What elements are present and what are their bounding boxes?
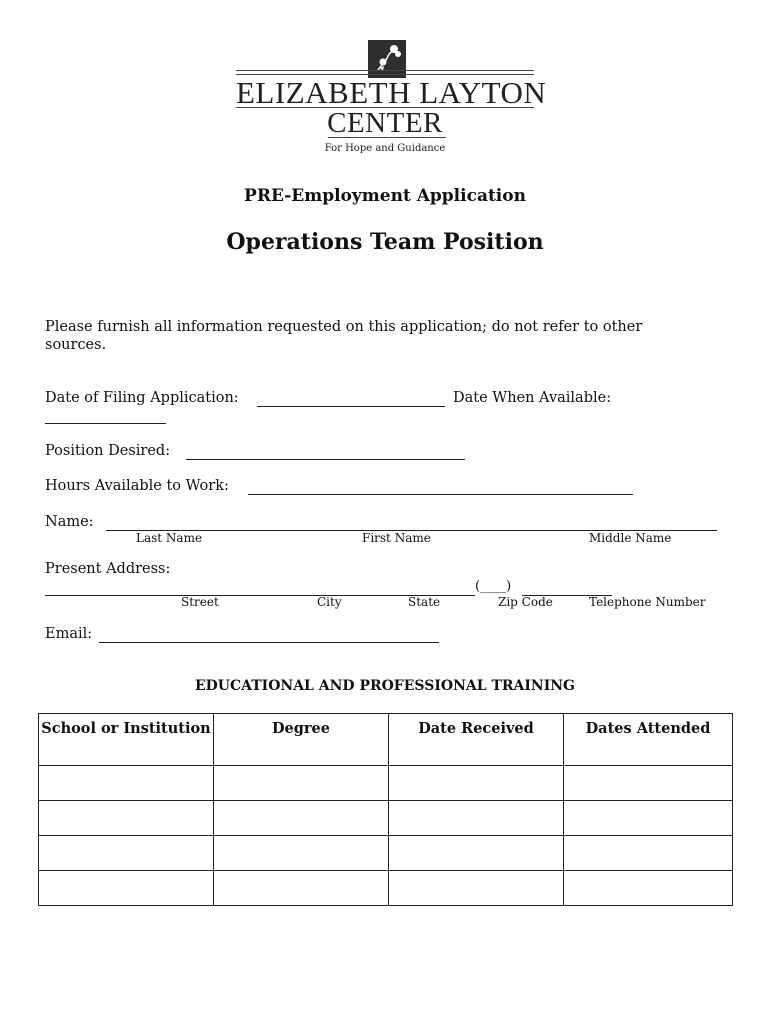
position-label: Position Desired:: [45, 443, 171, 459]
table-row: [39, 836, 733, 871]
page-subtitle: PRE-Employment Application: [244, 186, 526, 206]
date-filing-label: Date of Filing Application:: [45, 390, 239, 406]
table-cell[interactable]: [39, 871, 214, 906]
phone-area-code[interactable]: (____): [475, 579, 512, 594]
hours-label: Hours Available to Work:: [45, 478, 229, 494]
logo-center: CENTER: [327, 107, 443, 139]
logo-tagline: For Hope and Guidance: [324, 143, 446, 154]
table-cell[interactable]: [214, 871, 389, 906]
table-cell[interactable]: [564, 871, 733, 906]
table-cell[interactable]: [389, 836, 564, 871]
table-cell[interactable]: [564, 836, 733, 871]
table-cell[interactable]: [564, 766, 733, 801]
addr-state-caption: State: [408, 595, 441, 609]
table-cell[interactable]: [214, 801, 389, 836]
column-header: Dates Attended: [564, 714, 733, 766]
column-header: School or Institution: [39, 714, 214, 766]
column-header: Date Received: [389, 714, 564, 766]
addr-phone-caption: Telephone Number: [589, 595, 706, 609]
table-cell[interactable]: [389, 766, 564, 801]
addr-zip-caption: Zip Code: [498, 595, 553, 609]
page-title: Operations Team Position: [226, 229, 544, 255]
position-field[interactable]: [186, 459, 465, 460]
logo-icon: [368, 40, 406, 78]
name-first-caption: First Name: [362, 531, 431, 545]
table-cell[interactable]: [389, 801, 564, 836]
instructions-text: Please furnish all information requested on this application; do not refer to other sources.: [45, 319, 643, 353]
address-label: Present Address:: [45, 561, 171, 577]
date-available-field[interactable]: [45, 423, 166, 424]
column-header: Degree: [214, 714, 389, 766]
table-cell[interactable]: [39, 801, 214, 836]
addr-street-caption: Street: [181, 595, 219, 609]
table-row: [39, 766, 733, 801]
education-table: [38, 713, 733, 906]
hours-field[interactable]: [248, 494, 633, 495]
table-cell[interactable]: [389, 871, 564, 906]
date-available-label: Date When Available:: [453, 390, 612, 406]
logo-bottom-rule: [328, 137, 446, 138]
name-last-caption: Last Name: [136, 531, 203, 545]
table-cell[interactable]: [39, 766, 214, 801]
education-heading: EDUCATIONAL AND PROFESSIONAL TRAINING: [194, 678, 576, 694]
logo-top-rule: [236, 70, 534, 71]
table-row: [39, 871, 733, 906]
table-header-row: [39, 714, 733, 766]
name-middle-caption: Middle Name: [589, 531, 672, 545]
logo-name: ELIZABETH LAYTON: [236, 75, 547, 110]
table-cell[interactable]: [39, 836, 214, 871]
date-filing-field[interactable]: [257, 406, 445, 407]
email-field[interactable]: [99, 642, 439, 643]
table-cell[interactable]: [214, 766, 389, 801]
table-cell[interactable]: [214, 836, 389, 871]
table-row: [39, 801, 733, 836]
table-cell[interactable]: [564, 801, 733, 836]
addr-city-caption: City: [317, 595, 342, 609]
email-label: Email:: [45, 626, 93, 642]
name-label: Name:: [45, 514, 94, 530]
